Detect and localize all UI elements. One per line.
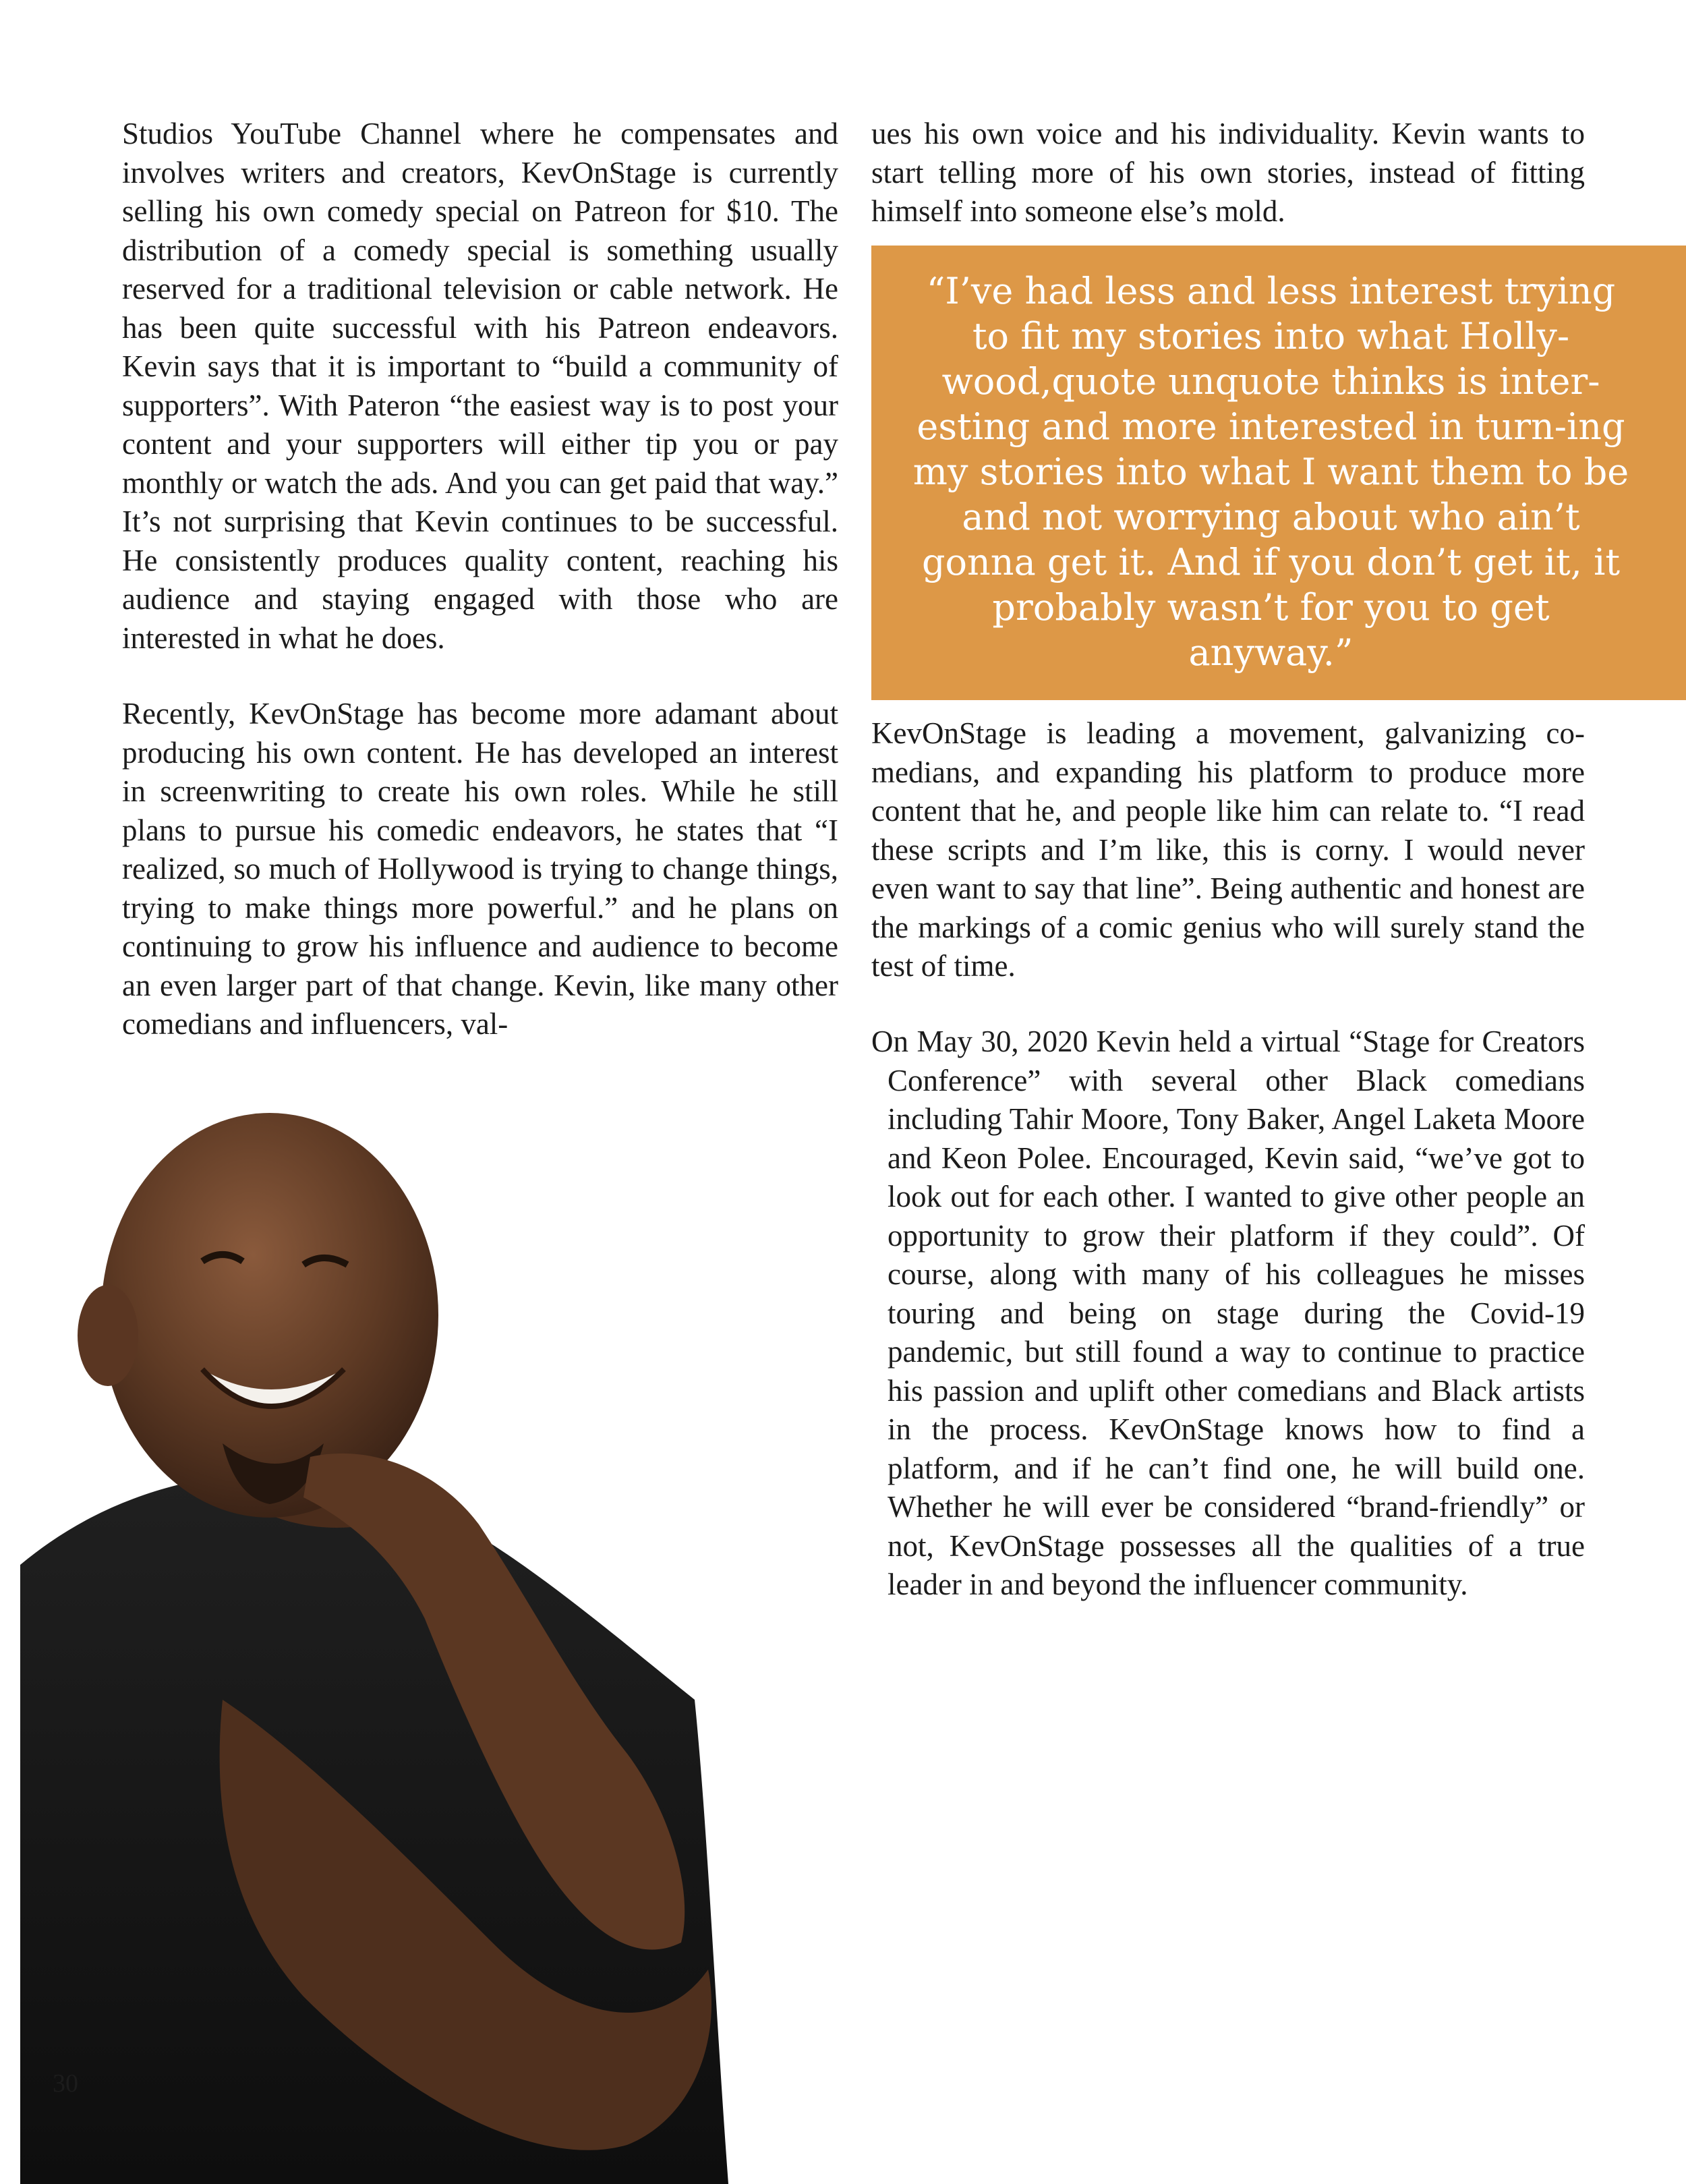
left-column-paragraph-2: Recently, KevOnStage has become more adamant about producing his own content. He has developed an interest in screenwriting to create his own roles. While he still plans to pursue his comedic endeavors, he states that “I realized, so much of Hollywood is trying to change things, trying to make things more powerful.” and he plans on continuing to grow his influence and audience to become an even larger part of that change. Kevin, like many other comedians and influencers, val- xyxy=(122,697,838,1041)
right-column-paragraph-3: On May 30, 2020 Kevin held a virtual “Stage for Creators Conference” with several other Black comedians including Tahir Moore, Tony Baker, Angel Laketa Moore and Keon Polee. Encouraged, Kevin said, “we’ve got to look out for each other. I wanted to give other people an opportunity to grow their platform if they could”. Of course, along with many of his colleagues he misses touring and being on stage during the Covid-19 pandemic, but still found a way to continue to practice his passion and uplift other comedians and Black artists in the process. KevOnStage knows how to find a platform, and if he can’t find one, he will build one. Whether he will ever be considered “brand-friendly” or not, KevOnStage possesses all the qualities of a true leader in and beyond the influencer community. xyxy=(871,1025,1585,1601)
right-column-paragraph-2: KevOnStage is leading a movement, galvanizing comedians, and expanding his platform to produce more content that he, and people like him can relate to. “I read these scripts and I’m like, this is corny. I would never even want to say that line”. Being authentic and honest are the markings of a comic genius who will surely stand the test of time. xyxy=(871,716,1585,983)
pull-quote-text: “I’ve had less and less interest trying to fit my stories into what Holly-wood,quote unquote thinks is inter-esting and more interested in turn-ing my stories into what I want them to be and not worrying about who ain’t gonna get it. And if you don’t get it, it probably wasn’t for you to get anyway.” xyxy=(912,270,1629,674)
comedian-portrait-photo xyxy=(20,1093,863,2184)
pull-quote-box xyxy=(871,246,1686,700)
left-column-paragraph-1: Studios YouTube Channel where he compensates and involves writers and creators, KevOnStage is currently selling his own comedy special on Patreon for $10. The distribution of a comedy special is something usually reserved for a traditional television or cable network. He has been quite successful with his Patreon endeavors. Kevin says that it is important to “build a community of supporters”. With Pateron “the easiest way is to post your content and your supporters will either tip you or pay monthly or watch the ads. And you can get paid that way.” It’s not surprising that Kevin continues to be successful. He consistently produces quality content, reaching his audience and staying engaged with those who are interested in what he does. xyxy=(122,117,838,655)
right-column-paragraph-1: ues his own voice and his individuality. Kevin wants to start telling more of his own stories, instead of fitting himself into someone else’s mold. xyxy=(871,117,1585,228)
page-number: 30 xyxy=(53,2069,78,2098)
